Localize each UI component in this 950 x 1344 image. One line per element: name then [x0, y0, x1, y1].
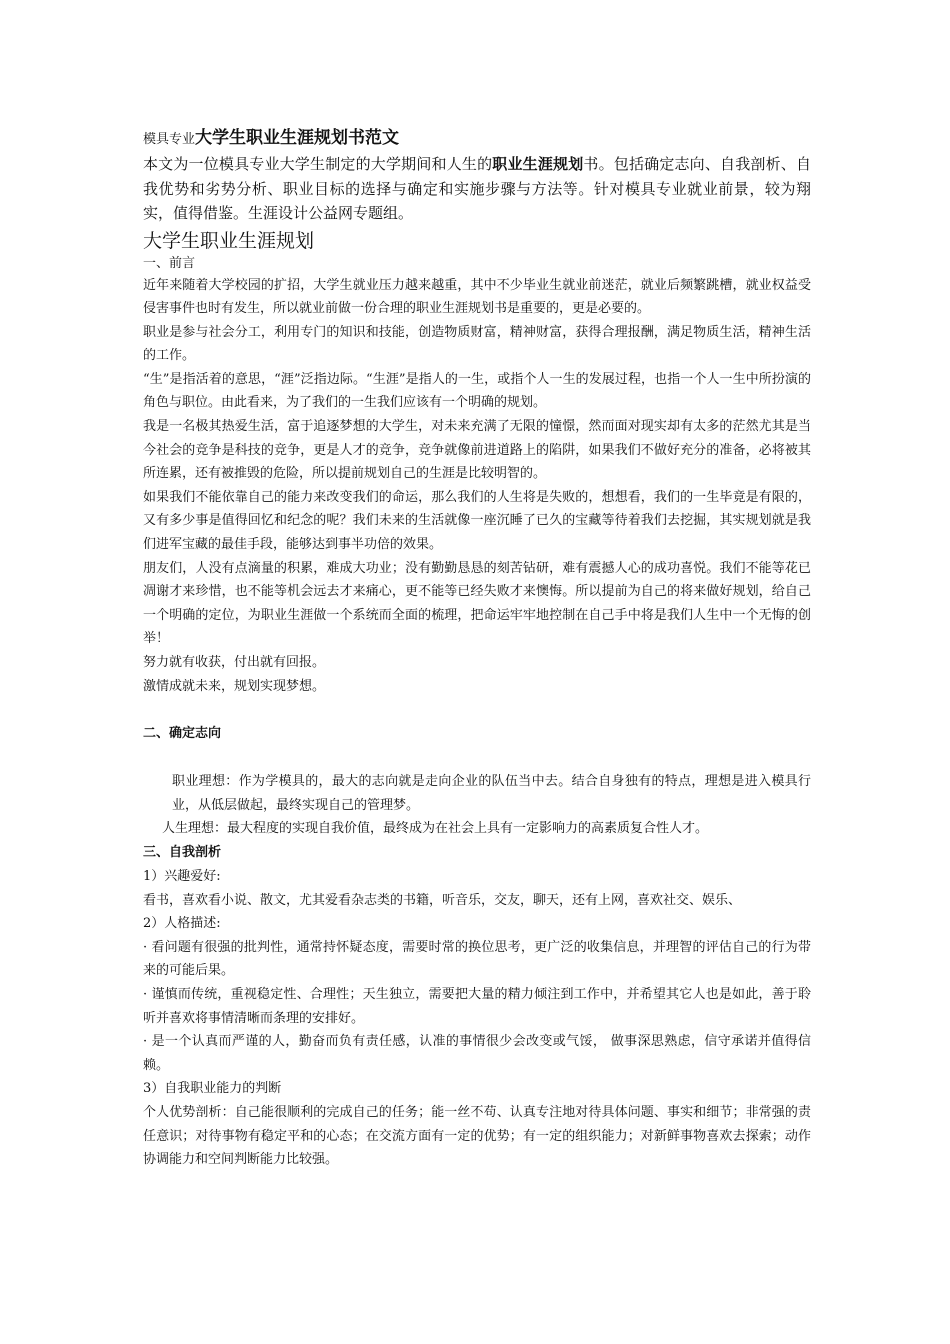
spacer: [143, 698, 811, 722]
section-heading: 大学生职业生涯规划: [143, 229, 315, 252]
section1-paragraph: 职业是参与社会分工，利用专门的知识和技能，创造物质财富，精神财富，获得合理报酬，满足物质生活，精神生活的工作。: [143, 324, 811, 364]
intro-text-1: 本文为一位模具专业大学生制定的大学期间和人生的: [143, 155, 493, 173]
section1-paragraph: 努力就有收获，付出就有回报。: [143, 655, 326, 670]
interests-title: 1）兴趣爱好:: [143, 868, 221, 884]
section1-paragraph: 我是一名极其热爱生活，富于追逐梦想的大学生，对未来充满了无限的憧憬，然而面对现实却有太多的茫然尤其是当今社会的竞争是科技的竞争，更是人才的竞争，竞争就像前进道路上的陷阱，如果我们不做好充分的准备，必将被其所连累，还有被推毁的危险，所以提前规划自己的生涯是比较明智的。: [143, 419, 811, 482]
section1-paragraph: 近年来随着大学校园的扩招，大学生就业压力越来越重，其中不少毕业生就业前迷茫，就业后频繁跳槽，就业权益受侵害事件也时有发生，所以就业前做一份合理的职业生涯规划书是重要的，更是必要的。: [143, 277, 811, 317]
section1-title: 一、前言: [143, 255, 196, 271]
intro-text-2: 书。包括确定志向、自我剖析、自我优势和劣势分析、职业目标的选择与确定和实施步骤与方法等。针对模具专业就业前景，较为翔实，值得借鉴。生涯设计公益网专题组。: [143, 155, 811, 222]
personality-item: · 是一个认真而严谨的人，勤奋而负有责任感，认准的事情很少会改变或气馁， 做事深思熟虑，信守承诺并值得信赖。: [143, 1034, 811, 1073]
document-title: [143, 126, 811, 152]
title-main: 大学生职业生涯规划书范文: [195, 128, 400, 148]
personality-item: · 谨慎而传统，重视稳定性、合理性；天生独立，需要把大量的精力倾注到工作中，并希望其它人也是如此，善于聆听并喜欢将事情清晰而条理的安排好。: [143, 986, 811, 1026]
section1-paragraph: 激情成就未来，规划实现梦想。: [143, 678, 326, 694]
section1-paragraph: “生”是指活着的意思，“涯”泛指边际。“生涯”是指人的一生，或指个人一生的发展过程，也指一个人一生中所扮演的角色与职位。由此看来，为了我们的一生我们应该有一个明确的规划。: [143, 371, 811, 411]
section1-paragraph: 朋友们，人没有点滴量的积累，难成大功业；没有勤勤恳恳的刻苦钻研，难有震撼人心的成功喜悦。我们不能等花已凋谢才来珍惜，也不能等机会远去才来痛心，更不能等已经失败才来懊悔。所以提前为自己的将来做好规划，给自己一个明确的定位，为职业生涯做一个系统而全面的梳理，把命运牢牢地控制在自己手中将是我们人生中一个无悔的创举！: [143, 560, 811, 647]
section1-paragraph: 如果我们不能依靠自己的能力来改变我们的命运，那么我们的人生将是失败的，想想看，我们的一生毕竟是有限的，又有多少事是值得回忆和纪念的呢？我们未来的生活就像一座沉睡了已久的宝藏等待着我们去挖掘，其实规划就是我们进军宝藏的最佳手段，能够达到事半功倍的效果。: [143, 489, 811, 553]
career-ideal: 职业理想：作为学模具的，最大的志向就是走向企业的队伍当中去。结合自身独有的特点，理想是进入模具行业，从低层做起，最终实现自己的管理梦。: [172, 774, 811, 813]
title-prefix: 模具专业: [143, 132, 196, 147]
document-body: [143, 126, 811, 1172]
intro-bold-term: 职业生涯规划: [492, 155, 584, 173]
ability-text: 个人优势剖析：自己能很顺利的完成自己的任务；能一丝不苟、认真专注地对待具体问题、事实和细节；非常强的责任意识；对待事物有稳定平和的心态；在交流方面有一定的优势；有一定的组织能力；对新鲜事物喜欢去探索；动作协调能力和空间判断能力比较强。: [143, 1104, 811, 1168]
life-ideal: 人生理想：最大程度的实现自我价值，最终成为在社会上具有一定影响力的高素质复合性人才。: [162, 821, 709, 837]
ability-title: 3）自我职业能力的判断: [143, 1081, 282, 1097]
interests-text: 看书，喜欢看小说、散文，尤其爱看杂志类的书籍，听音乐，交友，聊天，还有上网，喜欢社交、娱乐、: [143, 892, 742, 908]
spacer: [143, 746, 811, 770]
section3-title: 三、自我剖析: [143, 844, 222, 860]
intro-paragraph: [143, 152, 811, 226]
personality-item: · 看问题有很强的批判性，通常持怀疑态度，需要时常的换位思考，更广泛的收集信息，并理智的评估自己的行为带来的可能后果。: [143, 939, 811, 979]
personality-title: 2）人格描述:: [143, 916, 221, 932]
section2-title: 二、确定志向: [143, 726, 222, 742]
